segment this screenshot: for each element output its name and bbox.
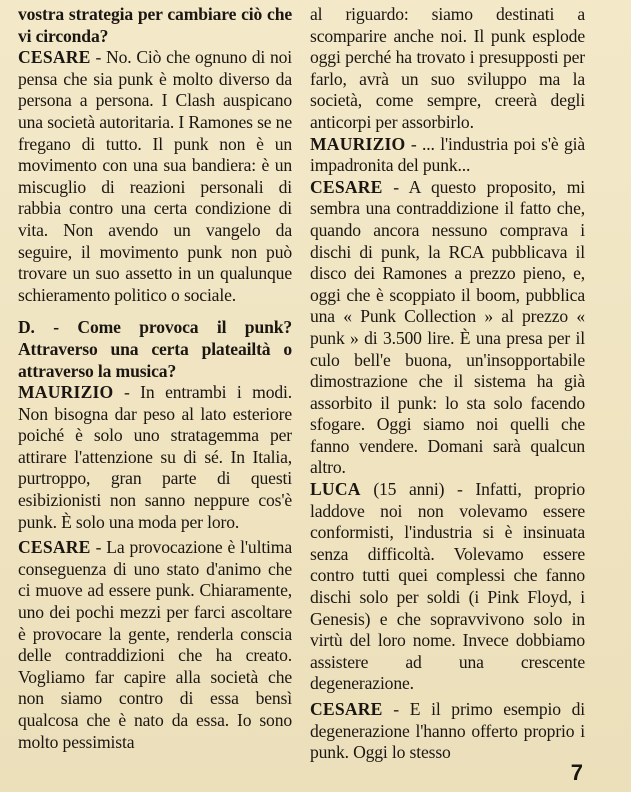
answer-text: - E il primo esempio di degenerazione l'hanno offerto proprio i punk. Oggi lo stesso bbox=[310, 699, 585, 763]
answer-text: - A questo proposito, mi sembra una contraddizione il fatto che, quando ancora nessuno comprava i dischi di punk, la RCA pubblicava il disco dei Ramones a prezzo pieno, e, oggi che è scoppiato il boom, pubblica una « Punk Collection » al prezzo « punk » di 3.500 lire. È una presa per il culo bell'e buona, un'insopportabile dimostrazione che il sistema ha già assorbito il punk: lo sta solo facendo sfogare. Oggi siamo noi quelli che fanno vendere. Domani sarà qualcun altro. bbox=[310, 176, 585, 478]
left-column bbox=[18, 4, 292, 753]
speaker-name: CESARE bbox=[310, 176, 383, 197]
page-number: 7 bbox=[570, 760, 583, 785]
speaker-name: MAURIZIO bbox=[310, 133, 406, 154]
answer-paragraph bbox=[310, 177, 585, 479]
answer-text: (15 anni) - Infatti, proprio laddove noi non volevamo essere conformisti, l'industria si è insinuata senza difficoltà. Volevamo essere contro tutti quei complessi che fanno dischi solo per soldi (i Pink Floyd, i Genesis) e che sopravvivono solo in virtù del loro nome. Invece dobbiamo assistere ad una crescente degenerazione. bbox=[310, 479, 585, 694]
answer-text: - La provocazione è l'ultima conseguenza di uno stato d'animo che ci muove ad essere punk. Chiaramente, uno dei pochi mezzi per farci ascoltare è provocare la gente, renderla conscia delle contraddizioni che ha creato. Vogliamo far capire alla società che non siamo contro di essa bensì qualcosa che è nato da essa. Io sono molto pessimista bbox=[18, 537, 292, 752]
speaker-name: CESARE bbox=[310, 699, 383, 719]
right-column bbox=[310, 4, 585, 764]
answer-paragraph bbox=[18, 47, 292, 306]
question-text: D. - Come provoca il punk? Attraverso una certa plateailtà o attraverso la musica? bbox=[18, 317, 292, 381]
answer-paragraph bbox=[310, 4, 585, 134]
speaker-name: CESARE bbox=[18, 537, 91, 558]
speaker-name: CESARE bbox=[18, 47, 91, 68]
answer-text: al riguardo: siamo destinati a scomparire anche noi. Il punk esplode oggi perché ha trovato i presupposti per farlo, avrà un suo sviluppo ma la società, come sempre, creerà degli anticorpi per assorbirlo. bbox=[310, 4, 585, 132]
question-text: vostra strategia per cambiare ciò che vi circonda? bbox=[18, 4, 292, 46]
answer-text: - No. Ciò che ognuno di noi pensa che sia punk è molto diverso da persona a persona. I Clash auspicano una società autoritaria. I Ramones se ne fregano di tutto. Il punk non è un movimento con una sua bandiera: è un miscuglio di reazioni personali di rabbia contro una certa condizione di vita. Non avendo un vangelo da seguire, il movimento punk non può trovare un suo assetto in un qualunque schieramento politico o sociale. bbox=[18, 47, 292, 305]
answer-paragraph bbox=[310, 134, 585, 177]
answer-text: - ... l'industria poi s'è già impadronita del punk... bbox=[310, 133, 585, 176]
answer-paragraph bbox=[310, 479, 585, 695]
spacer bbox=[18, 306, 292, 317]
answer-paragraph bbox=[18, 382, 292, 533]
answer-text: - In entrambi i modi. Non bisogna dar peso al lato esteriore poiché è solo uno stratagemma per attirare l'attenzione su di sé. In Italia, purtroppo, gran parte di questi esibizionisti non sanno neppure cos'è punk. È solo una moda per loro. bbox=[18, 382, 292, 532]
answer-paragraph bbox=[310, 699, 585, 764]
answer-paragraph bbox=[18, 537, 292, 753]
speaker-name: MAURIZIO bbox=[18, 382, 114, 403]
speaker-name: LUCA bbox=[310, 479, 361, 500]
